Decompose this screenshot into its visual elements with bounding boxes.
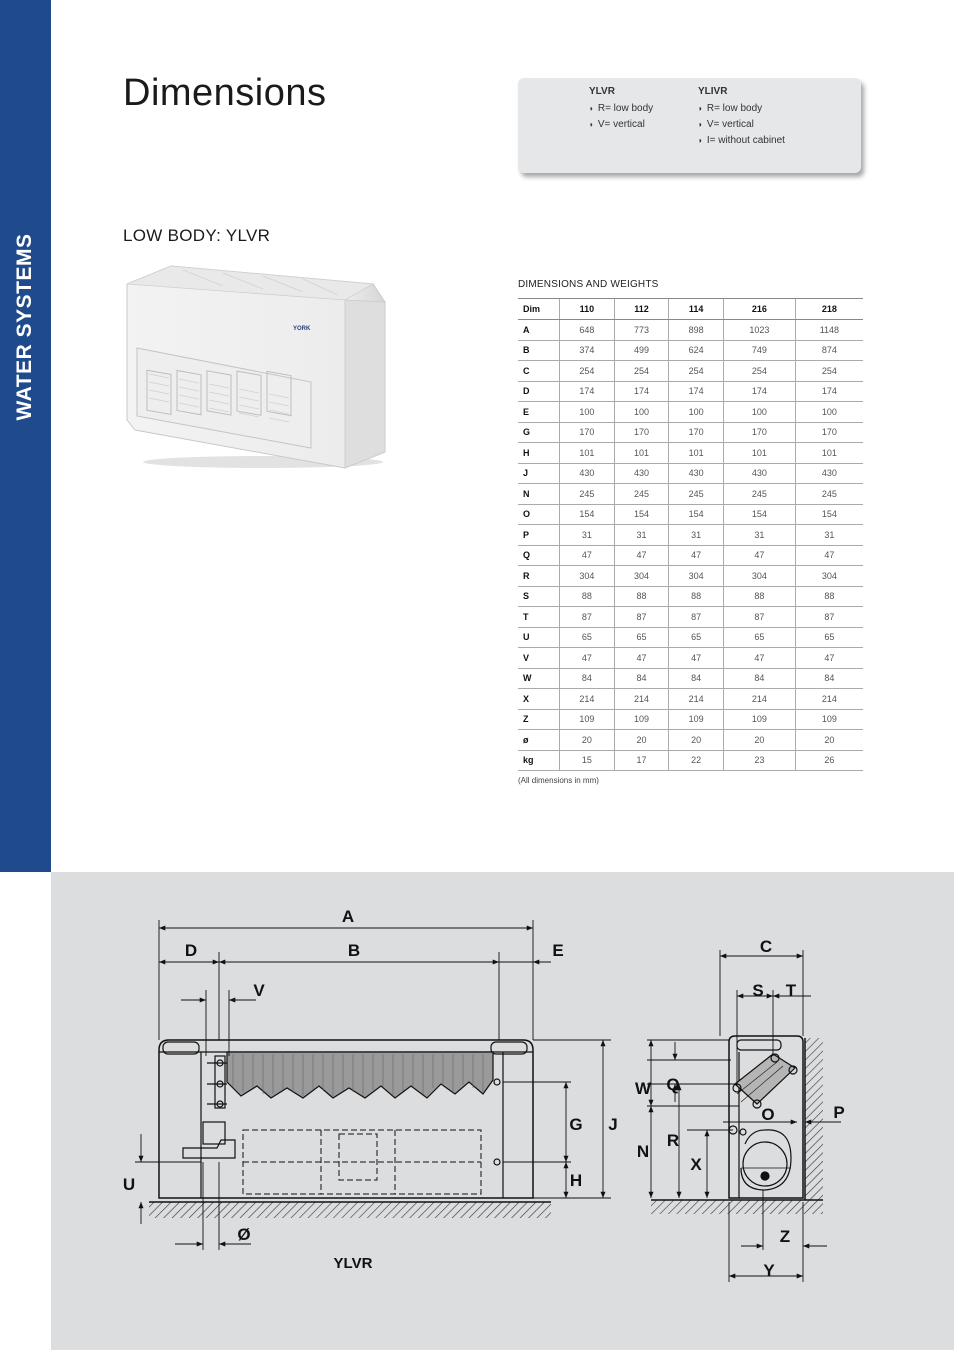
value-cell: 47	[560, 545, 615, 566]
value-cell: 304	[614, 566, 669, 587]
row-label-cell: X	[518, 689, 560, 710]
value-cell: 84	[669, 668, 724, 689]
value-cell: 100	[669, 402, 724, 423]
legend-item: ◗ I= without cabinet	[698, 135, 785, 146]
value-cell: 15	[560, 750, 615, 771]
row-label-cell: B	[518, 340, 560, 361]
bullet-icon: ◗	[698, 104, 703, 113]
value-cell: 47	[669, 545, 724, 566]
table-row	[518, 730, 863, 751]
value-cell: 20	[669, 730, 724, 751]
table-row	[518, 689, 863, 710]
value-cell: 214	[560, 689, 615, 710]
value-cell: 430	[724, 463, 796, 484]
value-cell: 65	[560, 627, 615, 648]
technical-drawing	[51, 872, 954, 1350]
column-header: Dim	[518, 299, 560, 320]
value-cell: 304	[669, 566, 724, 587]
value-cell: 749	[724, 340, 796, 361]
row-label-cell: A	[518, 320, 560, 341]
table-row	[518, 422, 863, 443]
table-row	[518, 443, 863, 464]
value-cell: 17	[614, 750, 669, 771]
value-cell: 20	[560, 730, 615, 751]
value-cell: 47	[614, 648, 669, 669]
row-label-cell: J	[518, 463, 560, 484]
table-title: DIMENSIONS AND WEIGHTS	[518, 279, 659, 290]
value-cell: 170	[560, 422, 615, 443]
value-cell: 499	[614, 340, 669, 361]
row-label-cell: C	[518, 361, 560, 382]
column-header: 216	[724, 299, 796, 320]
value-cell: 31	[560, 525, 615, 546]
row-label-cell: T	[518, 607, 560, 628]
value-cell: 254	[724, 361, 796, 382]
value-cell: 304	[560, 566, 615, 587]
column-header: 218	[795, 299, 863, 320]
table-row	[518, 648, 863, 669]
value-cell: 84	[614, 668, 669, 689]
table-row	[518, 340, 863, 361]
table-row	[518, 504, 863, 525]
value-cell: 84	[560, 668, 615, 689]
value-cell: 214	[614, 689, 669, 710]
legend-item: ◗ R= low body	[589, 103, 654, 114]
value-cell: 109	[795, 709, 863, 730]
value-cell: 47	[560, 648, 615, 669]
dim-label-x: X	[690, 1155, 702, 1174]
value-cell: 65	[795, 627, 863, 648]
row-label-cell: S	[518, 586, 560, 607]
value-cell: 47	[724, 545, 796, 566]
page-title: Dimensions	[123, 72, 327, 114]
value-cell: 101	[724, 443, 796, 464]
technical-drawing-panel	[51, 872, 954, 1350]
value-cell: 100	[795, 402, 863, 423]
dim-label-t: T	[785, 981, 797, 1000]
dim-label-p: P	[833, 1103, 845, 1122]
column-header: 114	[669, 299, 724, 320]
sidebar-label: WATER SYSTEMS	[13, 233, 36, 421]
front-view-drawing	[149, 1040, 551, 1218]
row-label-cell: V	[518, 648, 560, 669]
value-cell: 254	[795, 361, 863, 382]
value-cell: 174	[795, 381, 863, 402]
value-cell: 100	[560, 402, 615, 423]
dim-label-r: R	[666, 1131, 680, 1150]
value-cell: 245	[724, 484, 796, 505]
value-cell: 109	[724, 709, 796, 730]
dim-label-z: Z	[779, 1227, 791, 1246]
dim-label-e: E	[552, 941, 564, 960]
value-cell: 304	[795, 566, 863, 587]
table-row	[518, 586, 863, 607]
row-label-cell: ø	[518, 730, 560, 751]
row-label-cell: U	[518, 627, 560, 648]
value-cell: 84	[795, 668, 863, 689]
value-cell: 245	[614, 484, 669, 505]
value-cell: 430	[560, 463, 615, 484]
value-cell: 624	[669, 340, 724, 361]
value-cell: 170	[614, 422, 669, 443]
value-cell: 20	[724, 730, 796, 751]
row-label-cell: P	[518, 525, 560, 546]
table-row	[518, 627, 863, 648]
value-cell: 245	[795, 484, 863, 505]
table-row	[518, 402, 863, 423]
value-cell: 874	[795, 340, 863, 361]
legend-item: ◗ V= vertical	[589, 119, 645, 130]
value-cell: 20	[795, 730, 863, 751]
dim-label-w: W	[634, 1079, 652, 1098]
value-cell: 154	[560, 504, 615, 525]
row-label-cell: H	[518, 443, 560, 464]
value-cell: 101	[795, 443, 863, 464]
value-cell: 100	[724, 402, 796, 423]
value-cell: 88	[795, 586, 863, 607]
value-cell: 374	[560, 340, 615, 361]
dim-label-a: A	[341, 907, 355, 926]
row-label-cell: W	[518, 668, 560, 689]
dim-label-u: U	[122, 1175, 136, 1194]
bullet-icon: ◗	[589, 120, 594, 129]
dim-label-diameter: Ø	[237, 1225, 251, 1244]
value-cell: 65	[614, 627, 669, 648]
row-label-cell: Z	[518, 709, 560, 730]
value-cell: 109	[669, 709, 724, 730]
table-body	[518, 320, 863, 771]
value-cell: 304	[724, 566, 796, 587]
value-cell: 170	[724, 422, 796, 443]
table-row	[518, 320, 863, 341]
dim-label-y: Y	[763, 1261, 775, 1280]
table-row	[518, 607, 863, 628]
value-cell: 87	[614, 607, 669, 628]
table-row	[518, 484, 863, 505]
value-cell: 101	[614, 443, 669, 464]
table-row	[518, 381, 863, 402]
value-cell: 47	[724, 648, 796, 669]
value-cell: 245	[560, 484, 615, 505]
value-cell: 214	[795, 689, 863, 710]
value-cell: 84	[724, 668, 796, 689]
table-row	[518, 668, 863, 689]
value-cell: 23	[724, 750, 796, 771]
value-cell: 214	[669, 689, 724, 710]
dim-label-c: C	[759, 937, 773, 956]
table-row	[518, 566, 863, 587]
table-row	[518, 463, 863, 484]
dimensions-table	[518, 298, 863, 771]
value-cell: 430	[614, 463, 669, 484]
table-row	[518, 709, 863, 730]
value-cell: 170	[795, 422, 863, 443]
value-cell: 100	[614, 402, 669, 423]
dim-label-b: B	[347, 941, 361, 960]
value-cell: 214	[724, 689, 796, 710]
value-cell: 648	[560, 320, 615, 341]
value-cell: 101	[669, 443, 724, 464]
value-cell: 47	[669, 648, 724, 669]
value-cell: 101	[560, 443, 615, 464]
row-label-cell: O	[518, 504, 560, 525]
row-label-cell: E	[518, 402, 560, 423]
legend-column-ylvr	[589, 86, 653, 135]
value-cell: 174	[724, 381, 796, 402]
value-cell: 31	[669, 525, 724, 546]
value-cell: 47	[795, 545, 863, 566]
dim-label-h: H	[569, 1171, 583, 1190]
model-legend-box	[518, 78, 861, 173]
drawing-caption: YLVR	[333, 1255, 373, 1272]
value-cell: 1023	[724, 320, 796, 341]
dim-label-s: S	[752, 981, 764, 1000]
column-header: 112	[614, 299, 669, 320]
value-cell: 87	[669, 607, 724, 628]
value-cell: 65	[669, 627, 724, 648]
value-cell: 254	[614, 361, 669, 382]
value-cell: 154	[724, 504, 796, 525]
value-cell: 174	[669, 381, 724, 402]
row-label-cell: Q	[518, 545, 560, 566]
dim-label-d: D	[184, 941, 198, 960]
row-label-cell: D	[518, 381, 560, 402]
table-row	[518, 545, 863, 566]
value-cell: 22	[669, 750, 724, 771]
dim-label-n: N	[636, 1142, 650, 1161]
value-cell: 170	[669, 422, 724, 443]
value-cell: 47	[614, 545, 669, 566]
york-logo: YORK	[293, 326, 311, 332]
value-cell: 31	[614, 525, 669, 546]
value-cell: 174	[614, 381, 669, 402]
value-cell: 88	[724, 586, 796, 607]
dim-label-g: G	[569, 1115, 583, 1134]
value-cell: 87	[724, 607, 796, 628]
row-label-cell: N	[518, 484, 560, 505]
row-label-cell: kg	[518, 750, 560, 771]
value-cell: 154	[795, 504, 863, 525]
value-cell: 31	[795, 525, 863, 546]
value-cell: 47	[795, 648, 863, 669]
value-cell: 26	[795, 750, 863, 771]
table-row	[518, 525, 863, 546]
value-cell: 430	[795, 463, 863, 484]
legend-item: ◗ V= vertical	[698, 119, 754, 130]
table-note: (All dimensions in mm)	[518, 776, 599, 785]
value-cell: 31	[724, 525, 796, 546]
value-cell: 898	[669, 320, 724, 341]
value-cell: 88	[669, 586, 724, 607]
value-cell: 109	[614, 709, 669, 730]
legend-column-ylivr	[698, 86, 785, 151]
table-row	[518, 750, 863, 771]
bullet-icon: ◗	[589, 104, 594, 113]
dim-label-j: J	[608, 1115, 618, 1134]
value-cell: 154	[669, 504, 724, 525]
value-cell: 87	[560, 607, 615, 628]
dim-label-v: V	[253, 981, 265, 1000]
legend-heading: YLVR	[589, 86, 615, 97]
value-cell: 174	[560, 381, 615, 402]
sidebar-band	[0, 0, 51, 872]
table-header-row	[518, 299, 863, 320]
dim-label-o: O	[761, 1105, 775, 1124]
value-cell: 245	[669, 484, 724, 505]
value-cell: 87	[795, 607, 863, 628]
row-label-cell: G	[518, 422, 560, 443]
dim-label-q: Q	[666, 1075, 680, 1094]
bullet-icon: ◗	[698, 136, 703, 145]
legend-item: ◗ R= low body	[698, 103, 763, 114]
value-cell: 20	[614, 730, 669, 751]
value-cell: 1148	[795, 320, 863, 341]
legend-heading: YLIVR	[698, 86, 728, 97]
bullet-icon: ◗	[698, 120, 703, 129]
value-cell: 154	[614, 504, 669, 525]
section-title: LOW BODY: YLVR	[123, 226, 271, 245]
value-cell: 88	[560, 586, 615, 607]
row-label-cell: R	[518, 566, 560, 587]
value-cell: 109	[560, 709, 615, 730]
value-cell: 88	[614, 586, 669, 607]
value-cell: 430	[669, 463, 724, 484]
value-cell: 65	[724, 627, 796, 648]
product-photo	[123, 262, 393, 472]
column-header: 110	[560, 299, 615, 320]
value-cell: 254	[669, 361, 724, 382]
value-cell: 254	[560, 361, 615, 382]
table-row	[518, 361, 863, 382]
value-cell: 773	[614, 320, 669, 341]
